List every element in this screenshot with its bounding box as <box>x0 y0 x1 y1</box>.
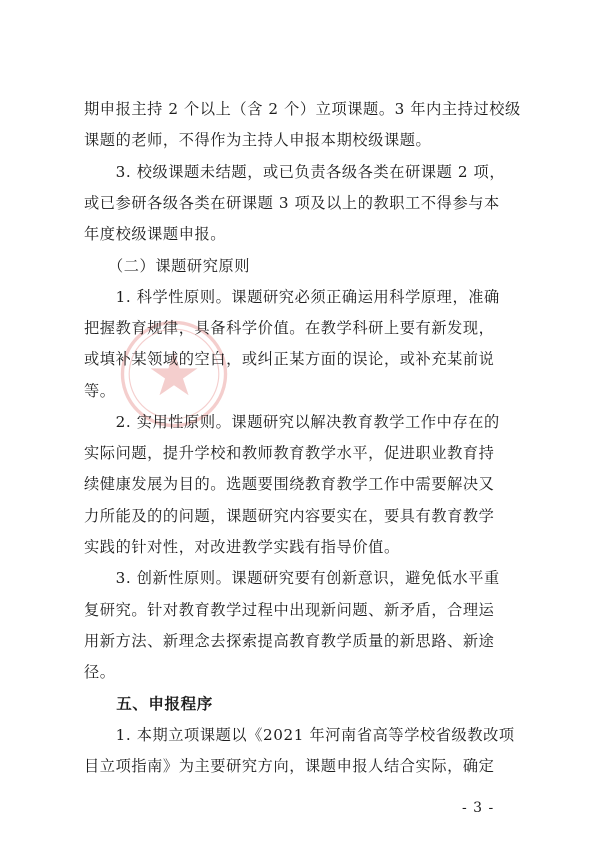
paragraph-line: 把握教育规律，具备科学价值。在教学科研上要有新发现， <box>84 319 495 337</box>
paragraph-line: 3. 创新性原则。课题研究要有创新意识，避免低水平重 <box>84 569 500 587</box>
paragraph-line: 期申报主持 2 个以上（含 2 个）立项课题。3 年内主持过校级 <box>84 100 521 118</box>
page-number: - 3 - <box>462 800 495 816</box>
section-subheading: （二）课题研究原则 <box>84 257 251 275</box>
paragraph-line: 复研究。针对教育教学过程中出现新问题、新矛盾，合理运 <box>84 601 495 619</box>
paragraph-line: 径。 <box>84 663 116 681</box>
paragraph-line: 1. 科学性原则。课题研究必须正确运用科学原理，准确 <box>84 288 500 306</box>
paragraph-line: 实际问题，提升学校和教师教育教学水平，促进职业教育持 <box>84 444 495 462</box>
paragraph-line: 实践的针对性，对改进教学实践有指导价值。 <box>84 538 400 556</box>
paragraph-line: 1. 本期立项课题以《2021 年河南省高等学校省级教改项 <box>84 726 515 744</box>
paragraph-line: 年度校级课题申报。 <box>84 225 227 243</box>
paragraph-line: 等。 <box>84 382 116 400</box>
paragraph-line: 力所能及的的问题，课题研究内容要实在，要具有教育教学 <box>84 507 495 525</box>
paragraph-line: 续健康发展为目的。选题要围绕教育教学工作中需要解决又 <box>84 475 495 493</box>
paragraph-line: 目立项指南》为主要研究方向，课题申报人结合实际，确定 <box>84 757 495 775</box>
paragraph-line: 3. 校级课题未结题，或已负责各级各类在研课题 2 项， <box>84 163 506 181</box>
paragraph-line: 或已参研各级各类在研课题 3 项及以上的教职工不得参与本 <box>84 194 500 212</box>
paragraph-line: 课题的老师，不得作为主持人申报本期校级课题。 <box>84 131 432 149</box>
paragraph-line: 2. 实用性原则。课题研究以解决教育教学工作中存在的 <box>84 413 500 431</box>
paragraph-line: 用新方法、新理念去探索提高教育教学质量的新思路、新途 <box>84 632 495 650</box>
paragraph-line: 或填补某领域的空白，或纠正某方面的误论，或补充某前说 <box>84 350 495 368</box>
section-heading: 五、申报程序 <box>84 695 213 713</box>
